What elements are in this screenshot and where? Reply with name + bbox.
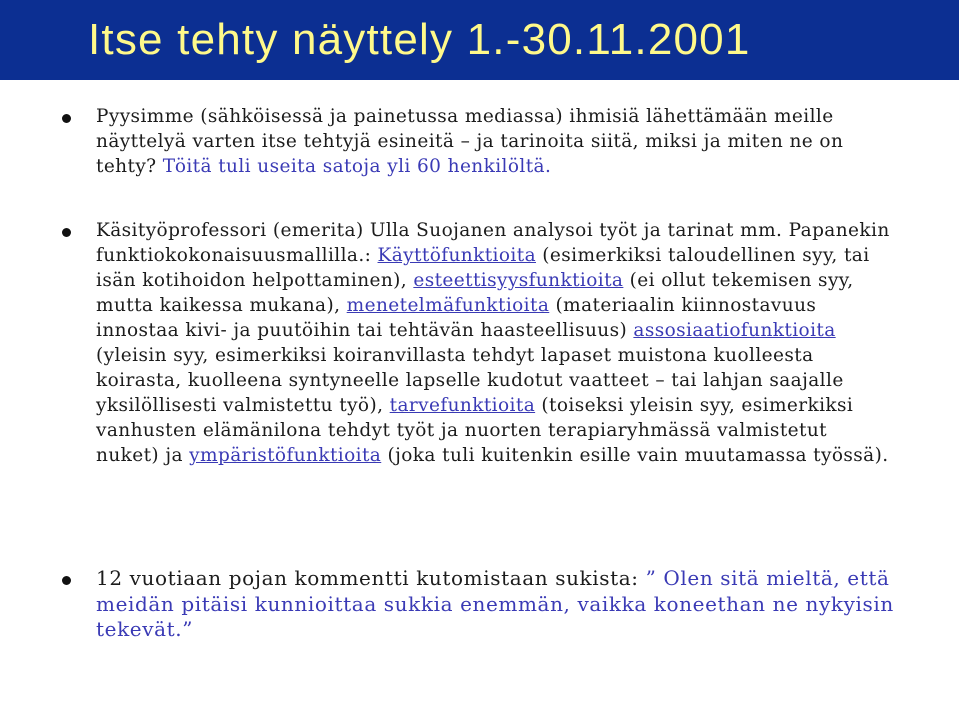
result-highlight: Töitä tuli useita satoja yli 60 henkilöltä. [156, 156, 552, 177]
bullet-dot-icon [62, 114, 71, 123]
kayttofunktioita-description: (esimerkiksi taloudellinen syy, tai isän kotihoidon helpottaminen), [96, 245, 870, 291]
link-esteettisyysfunktioita[interactable]: esteettisyysfunktioita [413, 270, 624, 291]
slide-title: Itse tehty näyttely 1.-30.11.2001 [88, 15, 751, 64]
tarvefunktioita-description: (toiseksi yleisin syy, esimerkiksi vanhusten elämänilona tehdyt työt ja nuorten terapiaryhmässä valmistetut nuket) ja [96, 395, 854, 466]
esteettisyysfunktioita-description: (ei ollut tekemisen syy, mutta kaikessa mukana), [96, 270, 854, 316]
comment-quote: ” Olen sitä mieltä, että meidän pitäisi kunnioittaa sukkia enemmän, vaikka koneethan ne nykyisin tekevät.” [96, 566, 894, 641]
bullet-text [96, 566, 896, 643]
bullet-text [96, 104, 896, 179]
bullet-dot-icon [62, 228, 71, 237]
link-kayttofunktioita[interactable]: Käyttöfunktioita [377, 245, 536, 266]
link-assosiaatiofunktioita[interactable]: assosiaatiofunktioita [633, 320, 836, 341]
comment-intro: 12 vuotiaan pojan kommentti kutomistaan sukista: [96, 566, 646, 590]
menetelmafunktioita-description: (materiaalin kiinnostavuus innostaa kivi- ja puutöihin tai tehtävän haasteellisuus) [96, 295, 817, 341]
bullet-text [96, 218, 896, 468]
assosiaatiofunktioita-description: (yleisin syy, esimerkiksi koiranvillasta tehdyt lapaset muistona kuolleesta koirasta, kuolleena syntyneelle lapselle kudotut vaatteet – tai lahjan saajalle yksilöllisesti valmistettu työ), [96, 345, 844, 416]
link-ymparistofunktioita[interactable]: ympäristöfunktioita [189, 445, 382, 466]
link-tarvefunktioita[interactable]: tarvefunktioita [389, 395, 536, 416]
bullet-dot-icon [62, 576, 71, 585]
ymparistofunktioita-description: (joka tuli kuitenkin esille vain muutamassa työssä). [381, 445, 889, 466]
analysis-intro: Käsityöprofessori (emerita) Ulla Suojanen analysoi työt ja tarinat mm. Papanekin funktiokokonaisuusmallilla.: [96, 220, 890, 266]
link-menetelmafunktioita[interactable]: menetelmäfunktioita [346, 295, 550, 316]
call-for-works-text: Pyysimme (sähköisessä ja painetussa mediassa) ihmisiä lähettämään meille näyttelyä varten itse tehtyjä esineitä – ja tarinoita siitä, miksi ja miten ne on tehty? [96, 106, 844, 177]
